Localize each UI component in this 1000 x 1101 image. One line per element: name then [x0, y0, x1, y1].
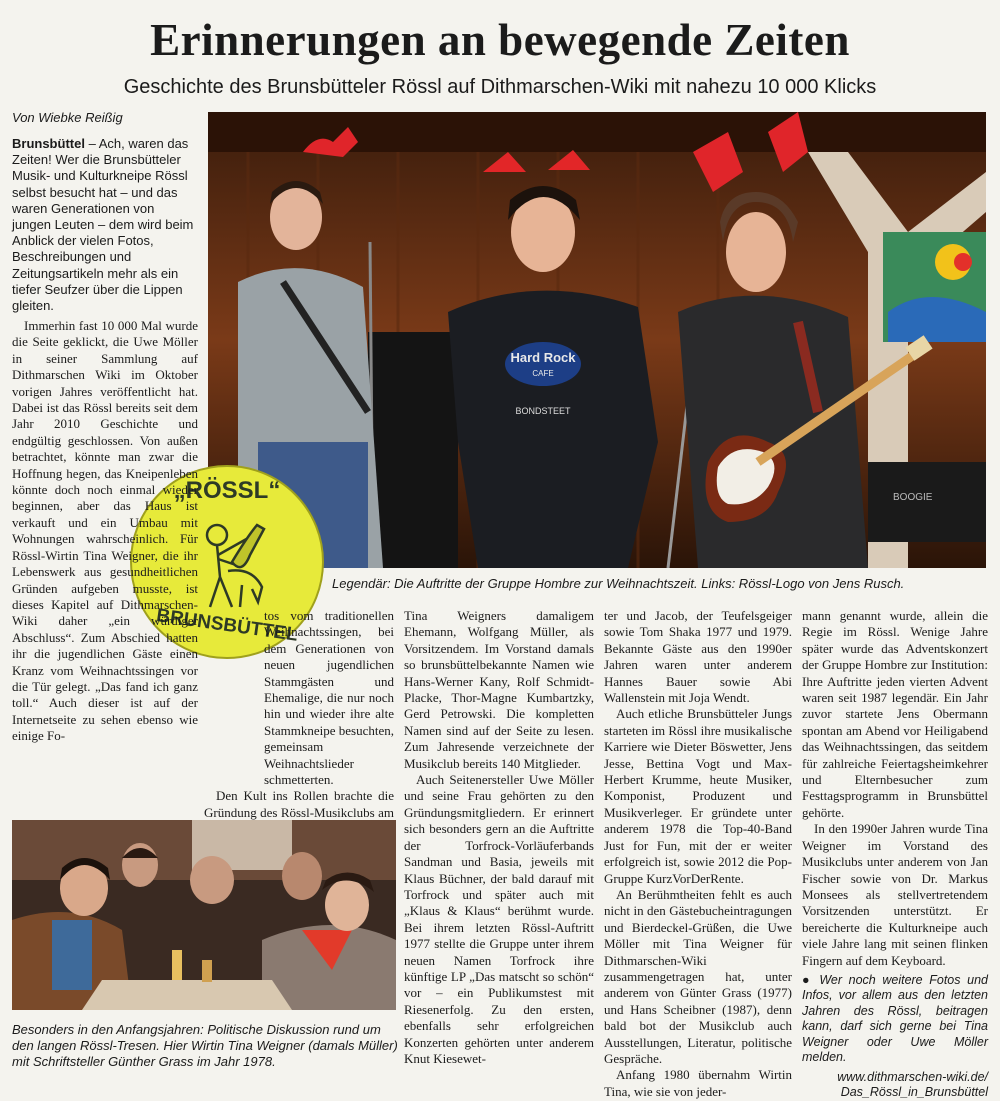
column-4-text-b: Auch etliche Brunsbütteler Jungs starteten im Rössl ihre musikalische Karriere wie Dieter Böswetter, Jens Jesse, Bettina Vogt und Max-Herbert Krumme, heute Musiker, Komponist, Produzent und Musikverleger. Er gründete unter anderem 1978 die Top-40-Band Just for Fun, mit der er weiter erfolgreich ist, sowie 2012 die Pop-Gruppe KurzVorDerRente. [604, 706, 792, 886]
column-5-text-a: mann genannt wurde, allein die Regie im Rössl. Wenige Jahre später wurde das Adventskonzert der Gruppe Hombre zur Institution: Ihre Auftritte jeden vierten Advent waren seit 1987 legendär. Ein Jahr zuvor startete Jens Obermann spontan am Abend vor Heiligabend das Weihnachtssingen, das seitdem für zahlreiche Feiertagsheimkehrer und Elternbesucher zum Festtagsprogramm in Brunsbüttel gehörte. [802, 608, 988, 820]
endnote-url: www.dithmarschen-wiki.de/ Das_Rössl_in_Brunsbüttel [837, 1069, 988, 1100]
tresen-photo-graphic [12, 820, 396, 1010]
logo-top-text: „RÖSSL“ [173, 477, 281, 504]
amp-label: BOOGIE [893, 492, 933, 503]
headline: Erinnerungen an bewegende Zeiten [150, 15, 850, 65]
band-photo [208, 112, 986, 568]
shirt-text: BONDSTEET [515, 406, 571, 416]
article-column-2 [204, 608, 394, 838]
article-column-5 [802, 608, 988, 1101]
column-4-text-a: ter und Jacob, der Teufelsgeiger sowie Tom Shaka 1977 und 1979. Bekannte Gäste aus den 1990er Jahren waren unter anderem Hannes Bauer sowie Abi Wallenstein mit Joja Wendt. [604, 608, 792, 706]
lower-photo-caption: Besonders in den Anfangsjahren: Politische Diskussion rund um den langen Rössl-Tresen. Hier Wirtin Tina Weigner (damals Müller) mit Schriftsteller Günther Grass im Jahr 1978. [12, 1022, 398, 1069]
column-2-text-b: Den Kult ins Rollen brachte die Gründung des Rössl-Musikclubs am [204, 788, 394, 820]
endnote-text: Wer noch weitere Fotos und Infos, vor allem aus den letzten Jahren des Rössl, beitragen kann, darf sich gerne bei Tina Weigner oder Uwe Möller melden. [802, 972, 988, 1065]
column-2-text-a: tos vom traditionellen Weihnachtssingen, bei dem Generationen von neuen jugendlichen Stammgästen und Ehemalige, die nur noch hin und wieder ihre alte Stammkneipe besuchten, gemeinsam Weihnachtslieder schmetterten. [264, 608, 394, 788]
tresen-photo [12, 820, 396, 1010]
column-1-text: Immerhin fast 10 000 Mal wurde die Seite geklickt, die Uwe Möller in seiner Sammlung auf Dithmarschen Wiki im Oktober vorigen Jahres veröffentlicht hat. Dabei ist das Rössl bereits seit dem Jahr 2010 Geschichte und endgültig geschlossen. Von außen betrachtet, könnte man zwar die Hoffnung hegen, das Kneipenleben könnte doch noch einmal wieder beginnen, aber das Haus ist verkauft und ein Umbau mit Wohnungen wahrscheinlich. Für Rössl-Wirtin Tina Weigner, die ihr Lebenswerk aus gesundheitlichen Gründen aufgeben musste, ist dieses Kapitel auf Dithmarschen-Wiki daher „ein würdiger Abschluss“. Zum Abschied hatten ihr die jugendlichen Gäste einen Kranz vom Weihnachtssingen vor die Tür gelegt. „Das fand ich ganz toll.“ Auch dieser ist auf der Internetseite zu sehen ebenso wie einige Fo- [12, 318, 198, 744]
article-column-3 [404, 608, 594, 1067]
column-3-text-a: Tina Weigners damaligem Ehemann, Wolfgang Müller, als Vorsitzendem. Im Vorstand damals so brunsbüttelbekannte Namen wie Hans-Werner Kany, Rolf Schmidt-Placke, Thor-Magne Kumbartzky, Gerd Petrowski. Die kompletten Namen sind auf der Seite zu lesen. Zum Jahresende verzeichnete der Musikclub bereits 140 Mitglieder. [404, 608, 594, 771]
subheadline: Geschichte des Brunsbütteler Rössl auf Dithmarschen-Wiki mit nahezu 10 000 Klicks [123, 76, 877, 98]
byline: Von Wiebke Reißig [12, 110, 123, 125]
endnote-bullet-icon: ● [802, 972, 820, 987]
column-4-text-d: Anfang 1980 übernahm Wirtin Tina, wie sie von jeder- [604, 1067, 792, 1099]
column-5-text-b: In den 1990er Jahren wurde Tina Weigner im Vorstand des Musikclubs unter anderem von Jan Fischer sowie von Dr. Markus Monsees als stellvertretendem Vorsitzenden unterstützt. Er bereicherte die Kulturkneipe auch viele Jahre lang mit seinen flinken Fingern auf dem Keyboard. [802, 821, 988, 968]
column-4-text-c: An Berühmtheiten fehlt es auch nicht in den Gästebucheintragungen und Bierdeckel-Grüßen, die Uwe Möller mit Tina Weigner für Dithmarschen-Wiki zusammengetragen hat, unter anderem von Günter Grass (1977) und Hans Scheibner (1987), denn bald bot der Musikclub auch Ausstellungen, Literatur, politische Gespräche. [604, 886, 792, 1066]
endnote [802, 973, 988, 1101]
band-photo-graphic [208, 112, 986, 568]
column-3-text-b: Auch Seitenersteller Uwe Möller und seine Frau gehörten zu den Gründungsmitgliedern. Er erinnert sich besonders gern an die Auftritte der Torfrock-Vorläuferbands Sandman und Basia, jeweils mit Klaus Büchner, der bald darauf mit Torfrock und später auch mit „Klaus & Klaus“ berühmt wurde. Bei ihrem letzten Rössl-Auftritt 1977 stellte die Gruppe unter ihrem neuen Namen Torfrock ihre künftige LP „Das matscht so schön“ vor – ein Publikumstest mit Riesenerfolg. Zu den ersten, ebenfalls sehr erfolgreichen Konzerten gehörten unter anderem Knut Kiesewet- [404, 772, 594, 1066]
intro-text: – Ach, waren das Zeiten! Wer die Brunsbütteler Musik- und Kulturkneipe Rössl selbst besucht hat – und das waren Generationen von jungen Leuten – dem wird beim Anblick der vielen Fotos, Beschreibungen und Zeitungsartikeln mehr als ein tiefer Seufzer über die Lippen gleiten. [12, 136, 194, 314]
logo-bottom-text: BRUNSBÜTTEL [155, 605, 300, 646]
article-column-4 [604, 608, 792, 1100]
article-column-1 [12, 318, 198, 745]
intro-paragraph [12, 136, 196, 314]
intro-lead: Brunsbüttel [12, 136, 85, 151]
shirt-logo-sub: CAFE [532, 369, 554, 378]
main-photo-caption: Legendär: Die Auftritte der Gruppe Hombre zur Weihnachtszeit. Links: Rössl-Logo von Jens Rusch. [332, 576, 905, 591]
shirt-logo-text: Hard Rock [510, 350, 576, 365]
